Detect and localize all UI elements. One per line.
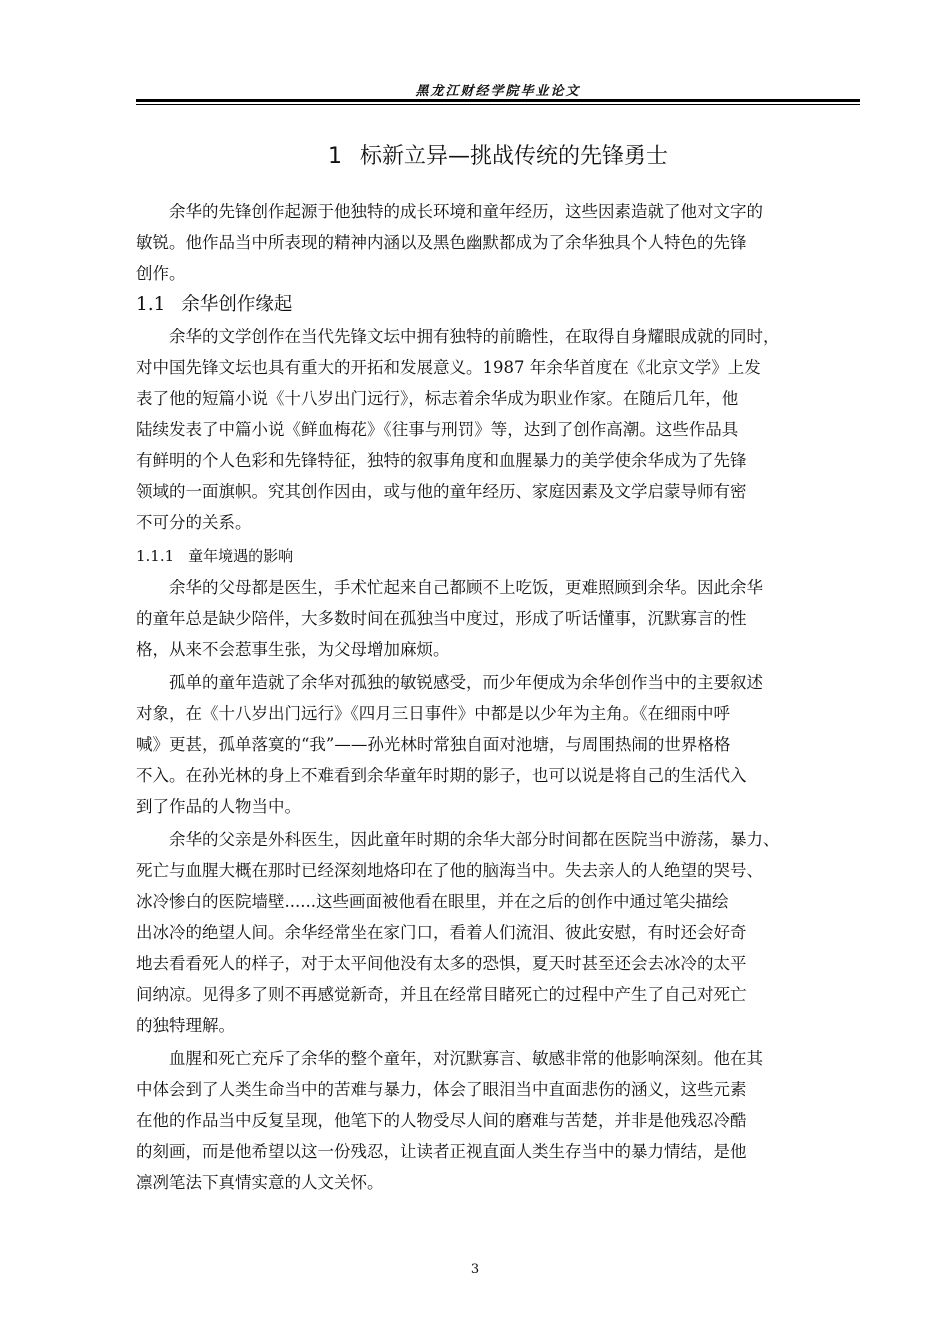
text-line: 到了作品的人物当中。 — [136, 797, 301, 816]
chapter-title-text: 标新立异—挑战传统的先锋勇士 — [359, 144, 668, 169]
body-paragraph — [136, 824, 864, 1041]
text-line: 不入。在孙光林的身上不难看到余华童年时期的影子，也可以说是将自己的生活代入 — [136, 766, 747, 785]
text-line: 的刻画，而是他希望以这一份残忍，让读者正视直面人类生存当中的暴力情结，是他 — [136, 1142, 747, 1161]
text-line: 在他的作品当中反复呈现，他笔下的人物受尽人间的磨难与苦楚，并非是他残忍冷酷 — [136, 1111, 747, 1130]
section-title: 余华创作缘起 — [181, 294, 293, 315]
text-line: 中体会到了人类生命当中的苦难与暴力，体会了眼泪当中直面悲伤的涵义，这些元素 — [136, 1080, 747, 1099]
text-line: 领域的一面旗帜。究其创作因由，或与他的童年经历、家庭因素及文学启蒙导师有密 — [136, 482, 747, 501]
header-rule-thin — [136, 104, 860, 105]
text-line: 余华的父母都是医生，手术忙起来自己都顾不上吃饭，更难照顾到余华。因此余华 — [169, 578, 763, 597]
text-line: 出冰冷的绝望人间。余华经常坐在家门口，看着人们流泪、彼此安慰，有时还会好奇 — [136, 923, 747, 942]
text-line: 的独特理解。 — [136, 1016, 235, 1035]
section-1-1-paragraph — [136, 321, 864, 538]
text-line: 间纳凉。见得多了则不再感觉新奇，并且在经常目睹死亡的过程中产生了自己对死亡 — [136, 985, 747, 1004]
section-number: 1.1 — [136, 294, 166, 315]
text-line: 余华的父亲是外科医生，因此童年时期的余华大部分时间都在医院当中游荡，暴力、 — [169, 830, 780, 849]
section-heading-1-1 — [136, 289, 864, 321]
text-line: 陆续发表了中篇小说《鲜血梅花》《往事与刑罚》等，达到了创作高潮。这些作品具 — [136, 420, 739, 439]
text-line: 喊》更甚，孤单落寞的“我”——孙光林时常独自面对池塘，与周围热闹的世界格格 — [136, 735, 731, 754]
body-paragraph — [136, 572, 864, 665]
subsection-title: 童年境遇的影响 — [188, 547, 294, 565]
text-line: 地去看看死人的样子，对于太平间他没有太多的恐惧，夏天时甚至还会去冰冷的太平 — [136, 954, 747, 973]
text-line: 余华的先锋创作起源于他独特的成长环境和童年经历，这些因素造就了他对文字的 — [169, 202, 763, 221]
text-line: 不可分的关系。 — [136, 513, 252, 532]
text-line: 敏锐。他作品当中所表现的精神内涵以及黑色幽默都成为了余华独具个人特色的先锋 — [136, 233, 747, 252]
text-line: 的童年总是缺少陪伴，大多数时间在孤独当中度过，形成了听话懂事，沉默寡言的性 — [136, 609, 747, 628]
chapter-title — [136, 140, 860, 174]
subsection-heading-1-1-1 — [136, 540, 864, 572]
text-line: 有鲜明的个人色彩和先锋特征，独特的叙事角度和血腥暴力的美学使余华成为了先锋 — [136, 451, 747, 470]
text-line: 对象，在《十八岁出门远行》《四月三日事件》中都是以少年为主角。《在细雨中呼 — [136, 704, 730, 723]
text-line: 余华的文学创作在当代先锋文坛中拥有独特的前瞻性，在取得自身耀眼成就的同时， — [169, 327, 780, 346]
text-line: 凛冽笔法下真情实意的人文关怀。 — [136, 1173, 384, 1192]
text-line: 对中国先锋文坛也具有重大的开拓和发展意义。1987 年余华首度在《北京文学》上发 — [136, 358, 761, 377]
body-paragraph — [136, 667, 864, 822]
body-paragraph — [136, 1043, 864, 1198]
header-rule-thick — [136, 99, 860, 102]
text-line: 孤单的童年造就了余华对孤独的敏锐感受，而少年便成为余华创作当中的主要叙述 — [169, 673, 763, 692]
chapter-number: 1 — [327, 144, 342, 169]
text-line: 创作。 — [136, 264, 186, 283]
intro-paragraph — [136, 196, 864, 289]
text-line: 表了他的短篇小说《十八岁出门远行》，标志着余华成为职业作家。在随后几年，他 — [136, 389, 739, 408]
text-line: 冰冷惨白的医院墙壁......这些画面被他看在眼里，并在之后的创作中通过笔尖描绘 — [136, 892, 729, 911]
text-line: 血腥和死亡充斥了余华的整个童年，对沉默寡言、敏感非常的他影响深刻。他在其 — [169, 1049, 763, 1068]
subsection-number: 1.1.1 — [136, 547, 175, 565]
body-content — [136, 196, 864, 1198]
page-number: 3 — [470, 1262, 480, 1277]
text-line: 格，从来不会惹事生张，为父母增加麻烦。 — [136, 640, 450, 659]
text-line: 死亡与血腥大概在那时已经深刻地烙印在了他的脑海当中。失去亲人的人绝望的哭号、 — [136, 861, 763, 880]
running-header: 黑龙江财经学院毕业论文 — [415, 84, 581, 99]
